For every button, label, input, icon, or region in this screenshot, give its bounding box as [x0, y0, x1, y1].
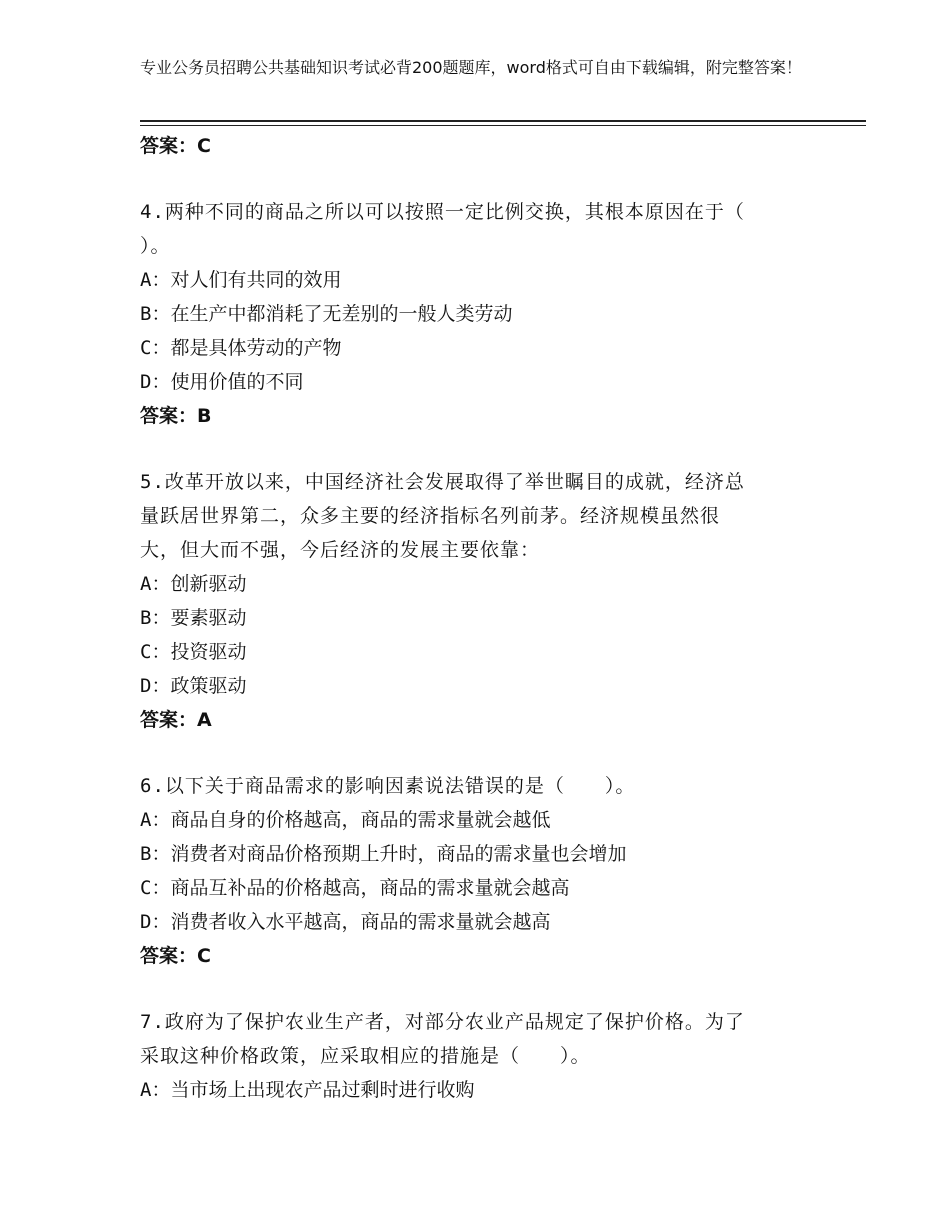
question-item — [140, 195, 840, 433]
option-c: C：商品互补品的价格越高，商品的需求量就会越高 — [140, 877, 570, 899]
option-d: D：政策驱动 — [140, 675, 247, 697]
option-b: B：消费者对商品价格预期上升时，商品的需求量也会增加 — [140, 843, 627, 865]
question-stem: 采取这种价格政策，应采取相应的措施是（ ）。 — [140, 1045, 591, 1067]
option-c: C：投资驱动 — [140, 641, 247, 663]
question-stem: 6.以下关于商品需求的影响因素说法错误的是（ ）。 — [140, 775, 636, 797]
option-a: A：创新驱动 — [140, 573, 247, 595]
header-divider-thick — [140, 120, 866, 122]
question-item — [140, 1005, 840, 1107]
option-d: D：使用价值的不同 — [140, 371, 304, 393]
header-divider-thin — [140, 125, 866, 126]
option-b: B：在生产中都消耗了无差别的一般人类劳动 — [140, 303, 513, 325]
option-a: A：对人们有共同的效用 — [140, 269, 342, 291]
question-stem: 大，但大而不强，今后经济的发展主要依靠： — [140, 539, 541, 561]
question-item — [140, 465, 840, 737]
spacer — [140, 973, 840, 1005]
question-stem: 7.政府为了保护农业生产者，对部分农业产品规定了保护价格。为了 — [140, 1011, 745, 1033]
question-item — [140, 769, 840, 973]
question-list — [140, 129, 840, 1107]
option-a: A：商品自身的价格越高，商品的需求量就会越低 — [140, 809, 551, 831]
option-c: C：都是具体劳动的产物 — [140, 337, 342, 359]
option-a: A：当市场上出现农产品过剩时进行收购 — [140, 1079, 475, 1101]
option-b: B：要素驱动 — [140, 607, 247, 629]
spacer — [140, 737, 840, 769]
option-d: D：消费者收入水平越高，商品的需求量就会越高 — [140, 911, 551, 933]
question-stem: ）。 — [140, 235, 171, 257]
answer-line: 答案：C — [140, 945, 211, 967]
answer-line: 答案：C — [140, 135, 211, 157]
spacer — [140, 163, 840, 195]
question-stem: 5.改革开放以来，中国经济社会发展取得了举世瞩目的成就，经济总 — [140, 471, 745, 493]
spacer — [140, 433, 840, 465]
document-header: 专业公务员招聘公共基础知识考试必背200题题库，word格式可自由下载编辑，附完整答案！ — [140, 58, 802, 77]
answer-line: 答案：A — [140, 709, 212, 731]
question-stem: 4.两种不同的商品之所以可以按照一定比例交换，其根本原因在于（ — [140, 201, 745, 223]
question-stem: 量跃居世界第二，众多主要的经济指标名列前茅。经济规模虽然很 — [140, 505, 721, 527]
answer-line: 答案：B — [140, 405, 212, 427]
